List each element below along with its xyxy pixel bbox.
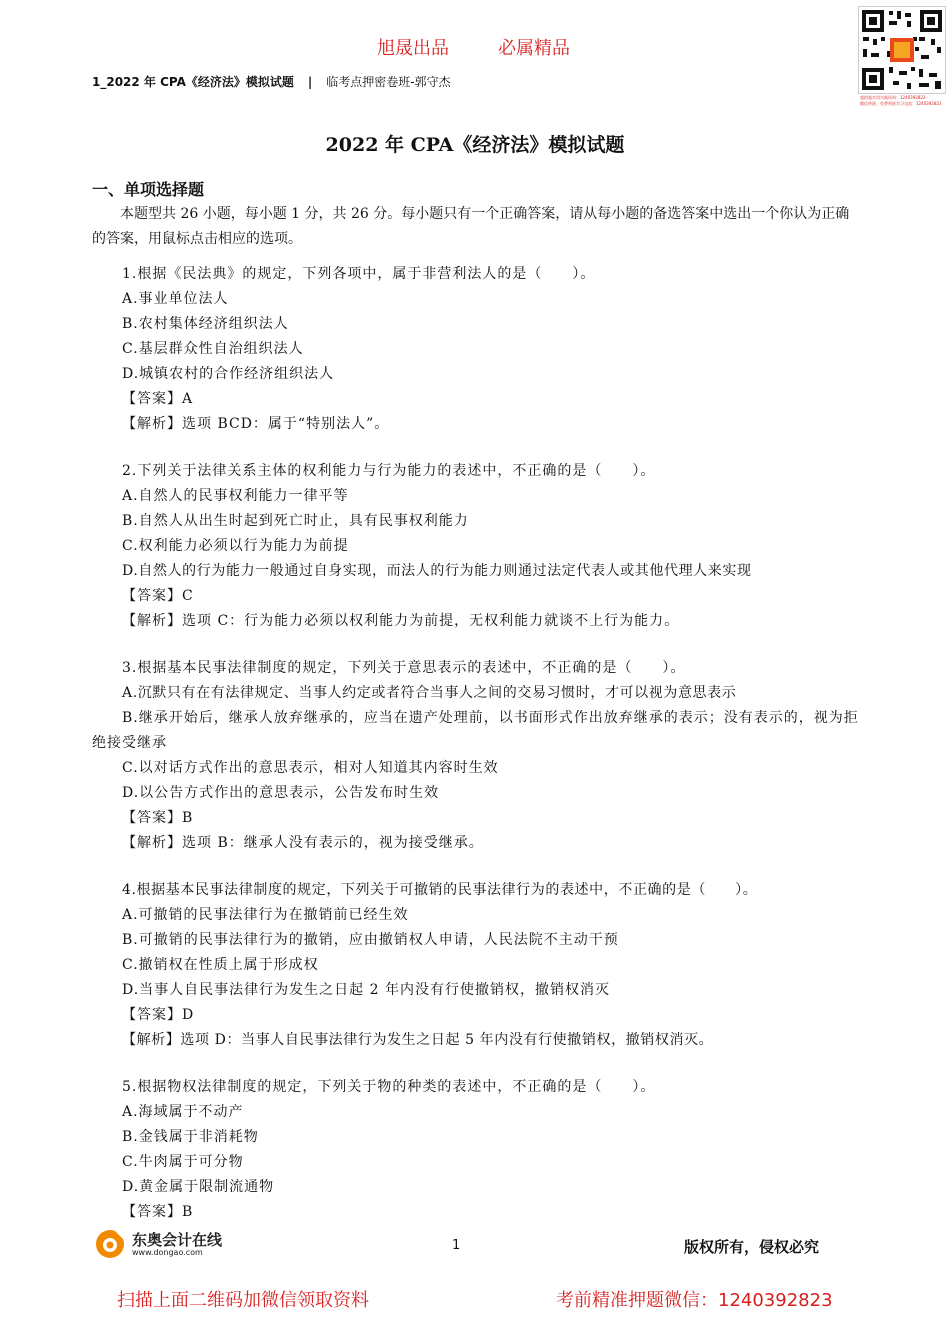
dongao-logo [94,1226,224,1262]
logo-name: 东奥会计在线 [132,1231,223,1249]
question-2 [92,459,862,634]
page-number: 1 [452,1238,461,1253]
question-stem: 1.根据《民法典》的规定，下列各项中，属于非营利法人的是（ ）。 [122,266,596,282]
option-b[interactable]: B.可撤销的民事法律行为的撤销，应由撤销权人申请，人民法院不主动干预 [122,932,619,948]
option-a[interactable]: A.沉默只有在有法律规定、当事人约定或者符合当事人之间的交易习惯时，才可以视为意思表示 [122,685,737,701]
option-d[interactable]: D.当事人自民事法律行为发生之日起 2 年内没有行使撤销权，撤销权消灭 [122,982,610,998]
option-d[interactable]: D.黄金属于限制流通物 [122,1179,275,1195]
question-5 [92,1075,862,1225]
option-c[interactable]: C.以对话方式作出的意思表示，相对人知道其内容时生效 [122,760,499,776]
option-a[interactable]: A.可撤销的民事法律行为在撤销前已经生效 [122,907,409,923]
option-b[interactable]: B.自然人从出生时起到死亡时止，具有民事权利能力 [122,513,469,529]
copyright-notice: 版权所有，侵权必究 [684,1238,820,1256]
option-b[interactable]: B.继承开始后，继承人放弃继承的，应当在遗产处理前，以书面形式作出放弃继承的表示；没有表示的，视为拒绝接受继承 [92,710,859,751]
section-title: 一、单项选择题 [92,180,205,199]
analysis: 【解析】选项 D：当事人自民事法律行为发生之日起 5 年内没有行使撤销权，撤销权消灭。 [122,1032,714,1048]
doc-code: 1_2022 年 CPA《经济法》模拟试题 [92,75,294,89]
question-1 [92,262,862,437]
dongao-logo-icon [94,1228,126,1260]
footer-promo-left: 扫描上面二维码加微信领取资料 [117,1290,369,1311]
question-stem: 3.根据基本民事法律制度的规定，下列关于意思表示的表述中，不正确的是（ ）。 [122,660,686,676]
question-stem: 4.根据基本民事法律制度的规定，下列关于可撤销的民事法律行为的表述中，不正确的是（ ）。 [122,882,758,898]
option-a[interactable]: A.事业单位法人 [122,291,229,307]
section-intro: 本题型共 26 小题，每小题 1 分，共 26 分。每小题只有一个正确答案，请从每小题的备选答案中选出一个你认为正确的答案，用鼠标点击相应的选项。 [92,206,850,247]
qr-caption-2: 微信带班，免费带班学习交流：1240392823 [860,101,942,106]
document-title: 2022 年 CPA《经济法》模拟试题 [325,134,625,156]
option-c[interactable]: C.权利能力必须以行为能力为前提 [122,538,349,554]
brand-left: 旭晟出品 [377,38,449,59]
question-list [92,262,862,1247]
answer: 【答案】A [122,391,194,407]
question-3 [92,656,862,856]
answer: 【答案】B [122,1204,194,1220]
analysis: 【解析】选项 C：行为能力必须以权利能力为前提，无权利能力就谈不上行为能力。 [122,613,680,629]
answer: 【答案】C [122,588,194,604]
option-d[interactable]: D.以公告方式作出的意思表示，公告发布时生效 [122,785,440,801]
question-4 [92,878,862,1053]
option-b[interactable]: B.农村集体经济组织法人 [122,316,289,332]
option-d[interactable]: D.城镇农村的合作经济组织法人 [122,366,335,382]
answer: 【答案】D [122,1007,195,1023]
footer-promo-right: 考前精准押题微信：1240392823 [556,1290,833,1311]
logo-url: www.dongao.com [132,1248,203,1257]
question-stem: 2.下列关于法律关系主体的权利能力与行为能力的表述中，不正确的是（ ）。 [122,463,656,479]
qr-caption-1: 超值超实用实践资料：1240392823 [860,95,926,100]
qr-code-icon [858,6,946,94]
analysis: 【解析】选项 B：继承人没有表示的，视为接受继承。 [122,835,484,851]
option-c[interactable]: C.牛肉属于可分物 [122,1154,244,1170]
answer: 【答案】B [122,810,194,826]
header-separator: | [307,75,313,89]
header-subtitle: 临考点押密卷班-郭守杰 [326,75,451,89]
option-b[interactable]: B.金钱属于非消耗物 [122,1129,259,1145]
option-d[interactable]: D.自然人的行为能力一般通过自身实现，而法人的行为能力则通过法定代表人或其他代理人来实现 [122,563,752,579]
question-stem: 5.根据物权法律制度的规定，下列关于物的种类的表述中，不正确的是（ ）。 [122,1079,656,1095]
option-a[interactable]: A.海域属于不动产 [122,1104,244,1120]
brand-right: 必属精品 [498,38,570,59]
running-header [92,73,451,90]
analysis: 【解析】选项 BCD：属于“特别法人”。 [122,416,390,432]
option-c[interactable]: C.基层群众性自治组织法人 [122,341,304,357]
option-a[interactable]: A.自然人的民事权利能力一律平等 [122,488,349,504]
option-c[interactable]: C.撤销权在性质上属于形成权 [122,957,319,973]
